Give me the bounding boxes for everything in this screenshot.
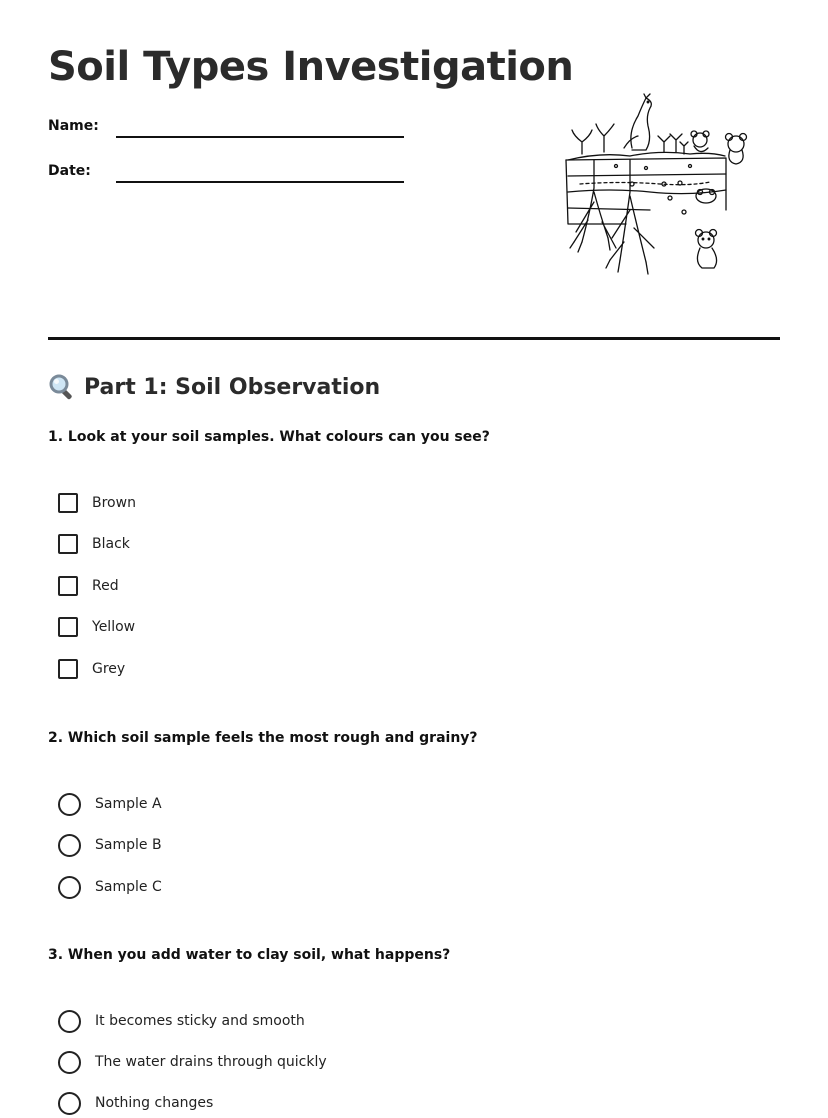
radio-button[interactable]	[58, 876, 81, 899]
radio-button[interactable]	[58, 1010, 81, 1033]
section-divider	[48, 337, 780, 340]
option-label: Grey	[92, 661, 126, 677]
option-label: Sample A	[95, 796, 162, 812]
radio-button[interactable]	[58, 1092, 81, 1115]
q1-option-brown[interactable]	[58, 491, 136, 515]
q3-option-nothing[interactable]	[58, 1091, 213, 1115]
soil-illustration	[560, 92, 756, 278]
option-label: The water drains through quickly	[95, 1054, 327, 1070]
checkbox[interactable]	[58, 659, 78, 679]
option-label: Brown	[92, 495, 136, 511]
name-input-line[interactable]	[116, 136, 404, 138]
option-label: Sample C	[95, 879, 162, 895]
q2-option-sample-a[interactable]	[58, 792, 162, 816]
question-2: 2. Which soil sample feels the most rough and grainy?	[48, 730, 478, 746]
radio-button[interactable]	[58, 793, 81, 816]
section-title: Part 1: Soil Observation	[84, 374, 381, 400]
checkbox[interactable]	[58, 534, 78, 554]
checkbox[interactable]	[58, 493, 78, 513]
option-label: Black	[92, 536, 130, 552]
name-label: Name:	[48, 118, 99, 134]
question-1: 1. Look at your soil samples. What colours can you see?	[48, 429, 490, 445]
option-label: Nothing changes	[95, 1095, 214, 1111]
option-label: It becomes sticky and smooth	[95, 1013, 305, 1029]
magnifying-glass-icon	[48, 373, 76, 401]
q1-option-black[interactable]	[58, 532, 130, 556]
q1-option-yellow[interactable]	[58, 615, 135, 639]
radio-button[interactable]	[58, 1051, 81, 1074]
checkbox[interactable]	[58, 576, 78, 596]
option-label: Red	[92, 578, 119, 594]
q2-option-sample-b[interactable]	[58, 833, 162, 857]
page-title: Soil Types Investigation	[48, 44, 574, 90]
date-input-line[interactable]	[116, 181, 404, 183]
checkbox[interactable]	[58, 617, 78, 637]
q1-option-red[interactable]	[58, 574, 119, 598]
option-label: Yellow	[92, 619, 136, 635]
option-label: Sample B	[95, 837, 162, 853]
question-3: 3. When you add water to clay soil, what happens?	[48, 947, 451, 963]
q3-option-sticky[interactable]	[58, 1009, 305, 1033]
section-heading-part-1	[48, 373, 380, 401]
date-label: Date:	[48, 163, 91, 179]
q2-option-sample-c[interactable]	[58, 875, 162, 899]
radio-button[interactable]	[58, 834, 81, 857]
q3-option-drains[interactable]	[58, 1050, 327, 1074]
q1-option-grey[interactable]	[58, 657, 125, 681]
